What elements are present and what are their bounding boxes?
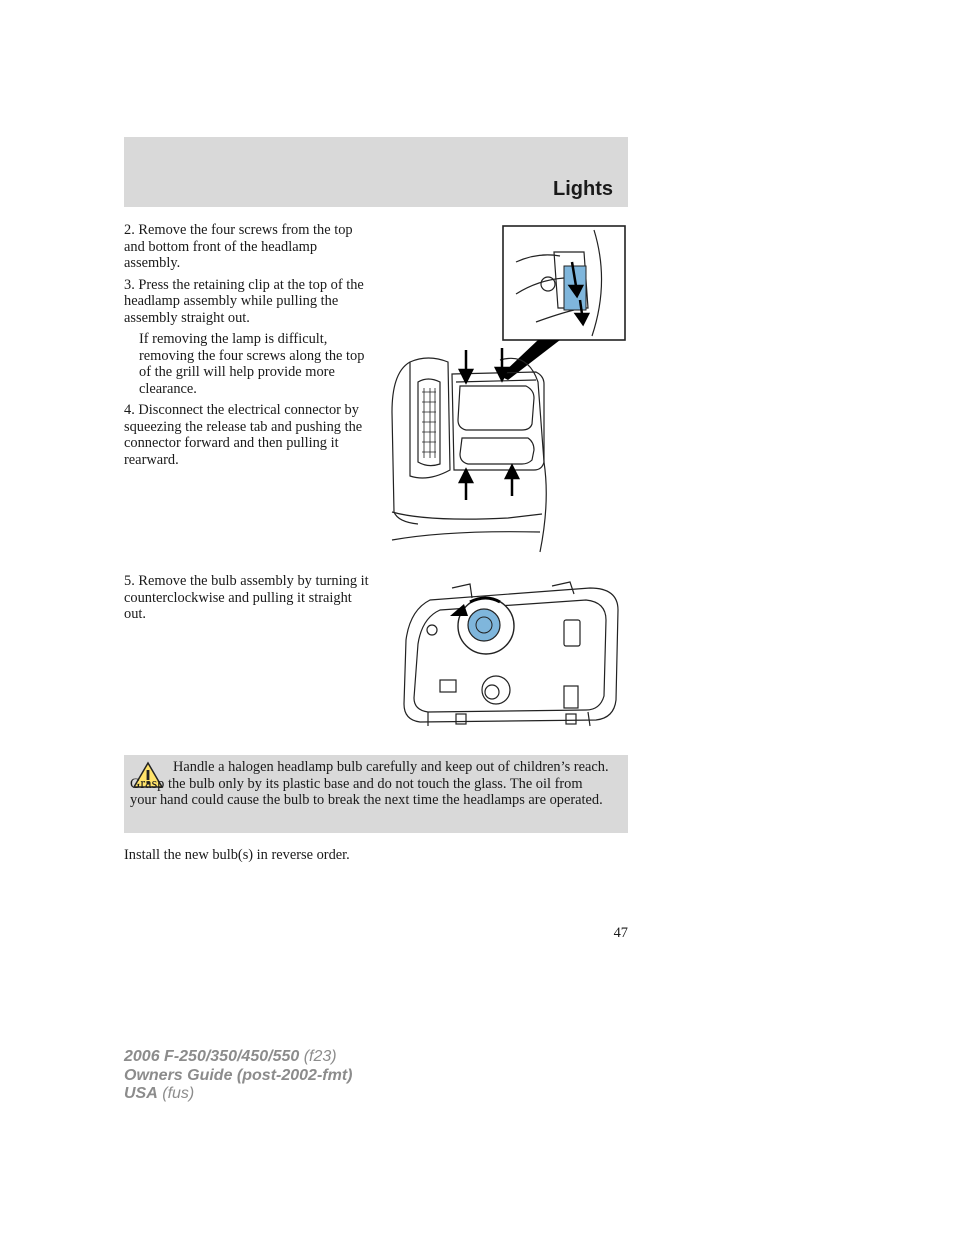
footer-model-code: (f23) — [303, 1048, 337, 1065]
section-header-band — [124, 137, 628, 207]
document-footer — [124, 1048, 352, 1104]
section-title: Lights — [553, 178, 613, 200]
footer-region: USA — [124, 1085, 158, 1102]
step-2: 2. Remove the four screws from the top and bottom front of the headlamp assembly. — [124, 222, 353, 271]
bulb-removal-figure — [400, 580, 622, 732]
footer-guide: Owners Guide (post-2002-fmt) — [124, 1066, 353, 1084]
instructions-step-5 — [124, 573, 376, 628]
warning-box — [124, 755, 628, 833]
clearance-note: If removing the lamp is difficult, removing the four screws along the top of the grill will help provide more clearance. — [139, 331, 365, 397]
step-4: 4. Disconnect the electrical connector by squeezing the release tab and pushing the connector forward and then pulling it rearward. — [124, 402, 363, 468]
footer-line-region — [124, 1085, 352, 1104]
step-5: 5. Remove the bulb assembly by turning it counterclockwise and pulling it straight out. — [124, 573, 369, 622]
step-3: 3. Press the retaining clip at the top of the headlamp assembly while pulling the assembly straight out. — [124, 276, 364, 326]
footer-model: 2006 F-250/350/450/550 — [124, 1048, 300, 1065]
instructions-top — [124, 222, 376, 473]
closing-instruction: Install the new bulb(s) in reverse order. — [124, 847, 350, 863]
footer-line-model — [124, 1048, 352, 1067]
headlamp-removal-figure — [388, 222, 630, 554]
warning-text: Handle a halogen headlamp bulb carefully and keep out of children’s reach. Grasp the bulb only by its plastic base and do not touch the glass. The oil from your hand could cause the bulb to break the next time the headlamps are operated. — [130, 759, 609, 808]
footer-region-code: (fus) — [162, 1085, 195, 1102]
page-number: 47 — [613, 925, 628, 941]
